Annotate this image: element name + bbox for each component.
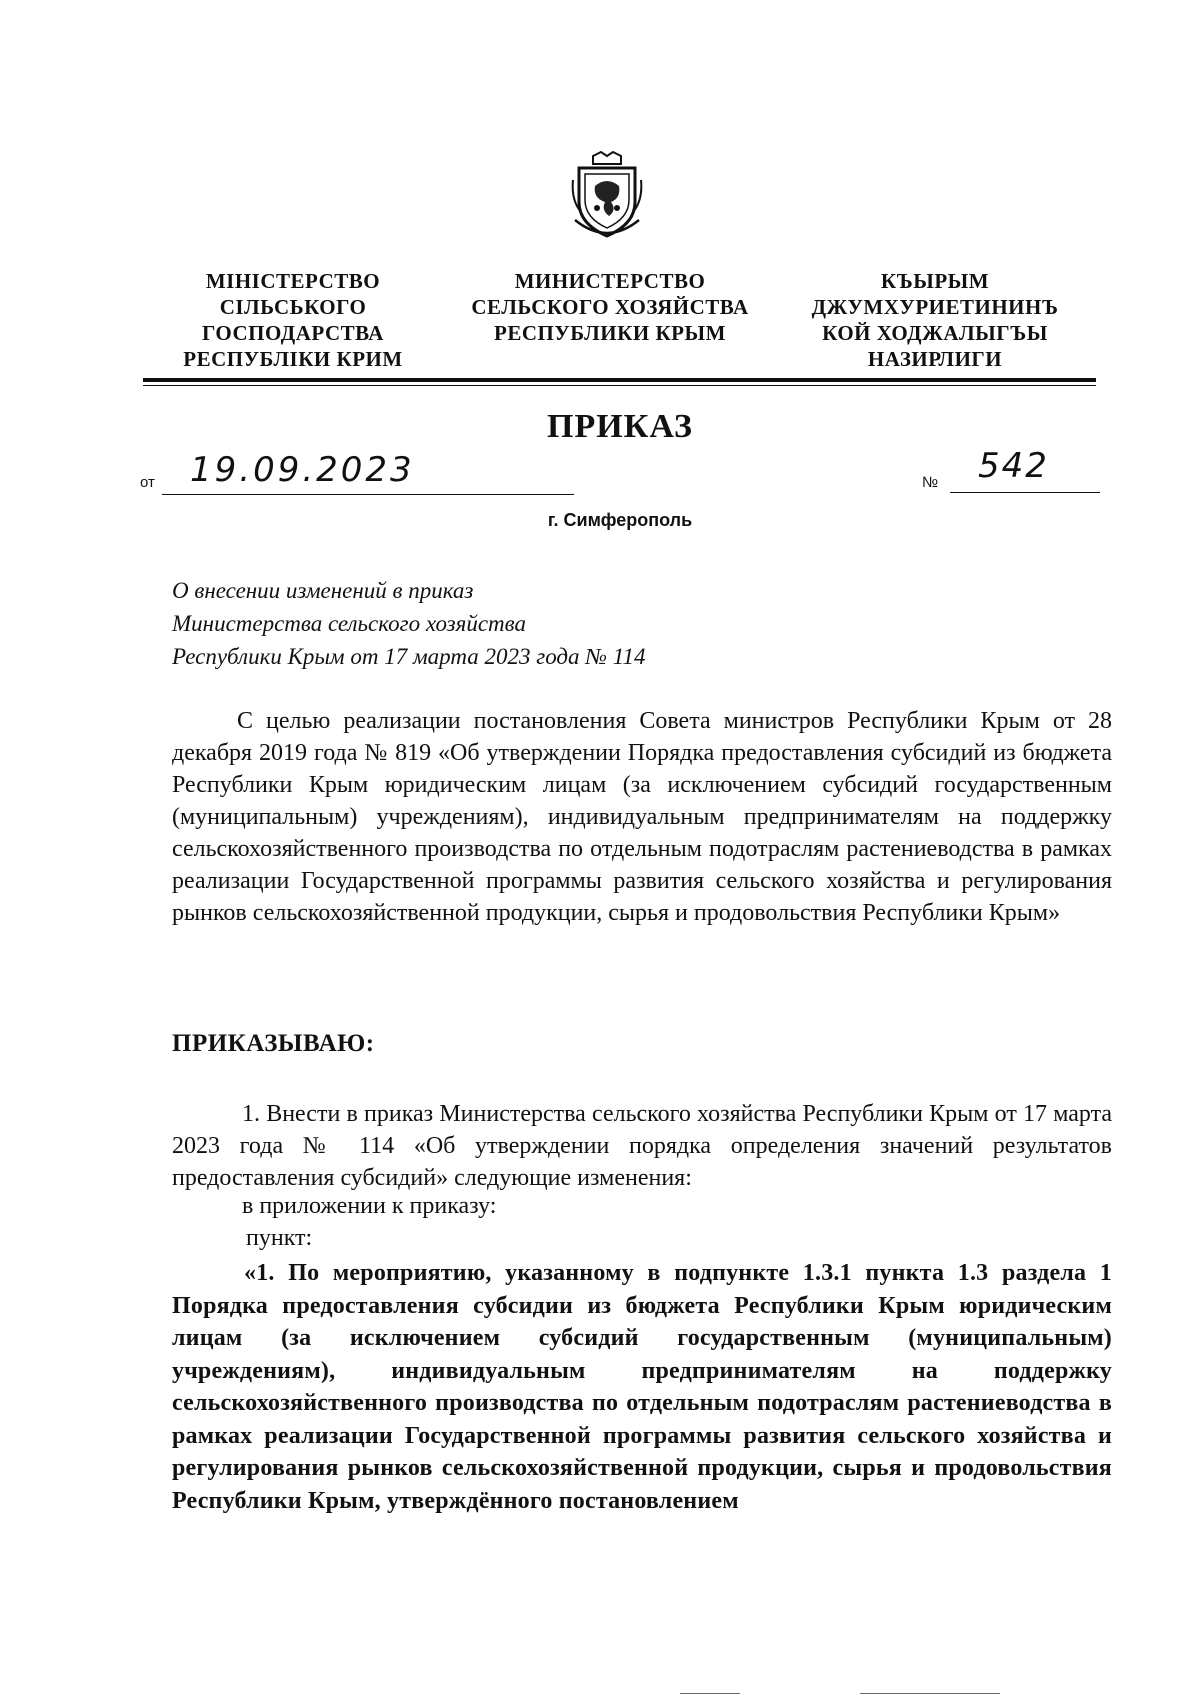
city-line: г. Симферополь [547,510,693,530]
scan-artifact [860,1693,1000,1694]
header-line: РЕСПУБЛИКИ КРЫМ [494,321,726,345]
subject-line: Республики Крым от 17 марта 2023 года № 114 [172,644,646,669]
order-title: ПРИКАЗ [547,408,693,445]
number-label: № [922,474,939,491]
header-divider-thick [143,378,1096,382]
header-crimean-tatar [790,268,1080,372]
header-ukrainian [158,268,428,372]
item-1-paragraph: 1. Внести в приказ Министерства сельского хозяйства Республики Крым от 17 марта 2023 года № 114 «Об утверждении порядка определения значений результатов предоставления субсидий» следующие изменения: [172,1101,1112,1191]
date-underline [162,494,574,495]
subject-line: Министерства сельского хозяйства [172,611,526,636]
header-line: МІНІСТЕРСТВО [205,269,381,293]
appendix-line: в приложении к приказу: [242,1193,497,1219]
item-1-quote-paragraph: «1. По мероприятию, указанному в подпункте 1.3.1 пункта 1.3 раздела 1 Порядка предоставления субсидии из бюджета Республики Крым юридическим лицам (за исключением субсидий государственным (муниципальным) учреждениям), индивидуальным предпринимателям на поддержку сельскохозяйственного производства по отдельным подотраслям растениеводства в рамках реализации Государственной программы развития сельского хозяйства и регулирования рынков сельскохозяйственной продукции, сырья и продовольствия Республики Крым, утверждённого постановлением [172,1260,1112,1514]
date-label: от [140,474,155,491]
header-line: НАЗИРЛИГИ [867,347,1003,371]
preamble-paragraph [172,705,1112,929]
header-line: ГОСПОДАРСТВА [202,321,384,345]
header-line: КЪЫРЫМ [880,269,990,293]
header-line: МИНИСТЕРСТВО [514,269,706,293]
header-line: РЕСПУБЛІКИ КРИМ [183,347,403,371]
header-russian [455,268,765,346]
header-line: КОЙ ХОДЖАЛЫГЪЫ [822,321,1048,345]
coat-of-arms-icon [571,150,643,242]
header-line: ДЖУМХУРИЕТИНИНЪ [811,295,1059,319]
header-line: СІЛЬСЬКОГО [219,295,367,319]
number-underline [950,492,1100,493]
order-date: 19.09.2023 [190,450,415,490]
punkt-line: пункт: [246,1225,313,1251]
date-number-row [140,446,1100,502]
scan-artifact [680,1693,740,1694]
header-divider-thin [143,385,1096,386]
preamble-text: С целью реализации постановления Совета министров Республики Крым от 28 декабря 2019 года № 819 «Об утверждении Порядка предоставления субсидий из бюджета Республики Крым юридическим лицам (за исключением субсидий государственным (муниципальным) учреждениям), индивидуальным предпринимателям на поддержку сельскохозяйственного производства по отдельным подотраслям растениеводства в рамках реализации Государственной программы развития сельского хозяйства и регулирования рынков сельскохозяйственной продукции, сырья и продовольствия Республики Крым» [172,708,1112,926]
order-number: 542 [978,446,1049,486]
decree-heading: ПРИКАЗЫВАЮ: [172,1030,375,1057]
subject-line: О внесении изменений в приказ [172,578,474,603]
order-subject [172,574,812,673]
header-line: СЕЛЬСКОГО ХОЗЯЙСТВА [471,295,749,319]
